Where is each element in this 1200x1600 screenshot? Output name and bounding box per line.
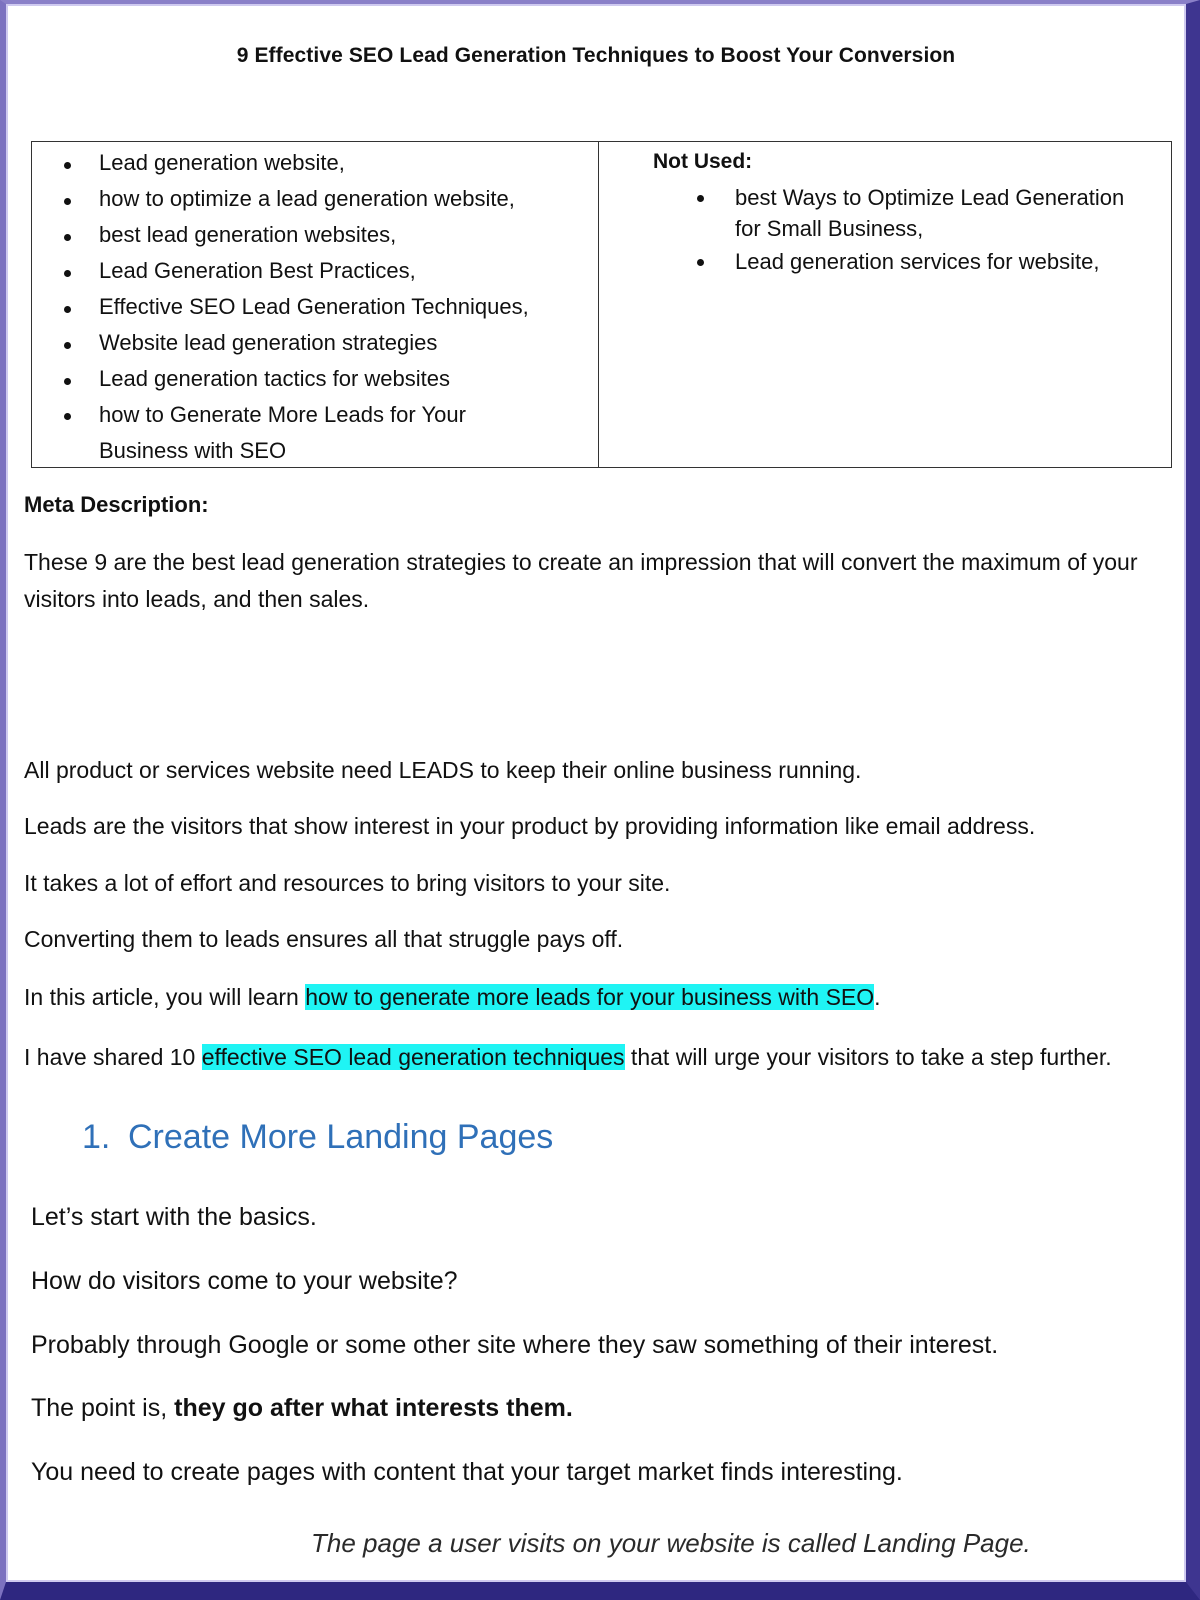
list-item: how to Generate More Leads for Your Business with SEO bbox=[32, 397, 499, 469]
list-item: Lead generation website, bbox=[32, 150, 579, 186]
bullet-icon bbox=[697, 259, 704, 266]
intro-paragraph: In this article, you will learn how to generate more leads for your business with SEO. bbox=[24, 984, 881, 1010]
bullet-icon bbox=[64, 270, 71, 277]
used-keywords-column bbox=[32, 142, 599, 467]
list-item: Lead generation services for website, bbox=[599, 246, 1155, 277]
section-number: 1. bbox=[82, 1118, 111, 1156]
bullet-icon bbox=[64, 198, 71, 205]
document-page bbox=[6, 4, 1186, 1582]
not-used-label: Not Used: bbox=[653, 150, 753, 173]
body-paragraph: Let’s start with the basics. bbox=[31, 1203, 317, 1231]
emphasis: they go after what interests them. bbox=[174, 1394, 573, 1422]
list-item: best Ways to Optimize Lead Generation for Small Business, bbox=[599, 182, 1155, 244]
intro-paragraph: I have shared 10 effective SEO lead generation techniques that will urge your visitors to take a step further. bbox=[24, 1044, 1112, 1070]
italic-caption: The page a user visits on your website is called Landing Page. bbox=[311, 1528, 1031, 1558]
list-item: how to optimize a lead generation website, bbox=[32, 186, 579, 222]
list-item: Lead generation tactics for websites bbox=[32, 366, 579, 402]
keyword-table bbox=[31, 141, 1172, 468]
intro-paragraph: Converting them to leads ensures all that struggle pays off. bbox=[24, 926, 624, 952]
bullet-icon bbox=[64, 306, 71, 313]
list-item: Effective SEO Lead Generation Techniques, bbox=[32, 294, 579, 330]
body-paragraph: The point is, they go after what interests them. bbox=[31, 1394, 573, 1422]
body-paragraph: You need to create pages with content that your target market finds interesting. bbox=[31, 1458, 903, 1486]
body-paragraph: Probably through Google or some other site where they saw something of their interest. bbox=[31, 1331, 999, 1359]
bullet-icon bbox=[64, 162, 71, 169]
document-title: 9 Effective SEO Lead Generation Techniques to Boost Your Conversion bbox=[236, 44, 956, 67]
bullet-icon bbox=[64, 378, 71, 385]
list-item: Lead Generation Best Practices, bbox=[32, 258, 579, 294]
meta-description-label: Meta Description: bbox=[24, 492, 209, 517]
not-used-keywords-list bbox=[599, 182, 1155, 279]
list-item: Website lead generation strategies bbox=[32, 330, 579, 366]
meta-description-text: These 9 are the best lead generation strategies to create an impression that will convert the maximum of your visitors into leads, and then sales. bbox=[24, 549, 1138, 612]
bullet-icon bbox=[697, 195, 704, 202]
bullet-icon bbox=[64, 342, 71, 349]
highlighted-keyword: how to generate more leads for your business with SEO bbox=[305, 984, 875, 1010]
list-item: best lead generation websites, bbox=[32, 222, 579, 258]
intro-paragraph: All product or services website need LEADS to keep their online business running. bbox=[24, 757, 862, 783]
not-used-keywords-column bbox=[599, 142, 1171, 467]
body-paragraph: How do visitors come to your website? bbox=[31, 1267, 458, 1295]
bullet-icon bbox=[64, 413, 71, 420]
intro-paragraph: Leads are the visitors that show interest in your product by providing information like email address. bbox=[24, 813, 1036, 839]
intro-paragraph: It takes a lot of effort and resources to bring visitors to your site. bbox=[24, 870, 671, 896]
bullet-icon bbox=[64, 234, 71, 241]
highlighted-keyword: effective SEO lead generation techniques bbox=[201, 1044, 625, 1070]
section-heading: 1. Create More Landing Pages bbox=[82, 1118, 554, 1156]
used-keywords-list bbox=[32, 150, 579, 469]
